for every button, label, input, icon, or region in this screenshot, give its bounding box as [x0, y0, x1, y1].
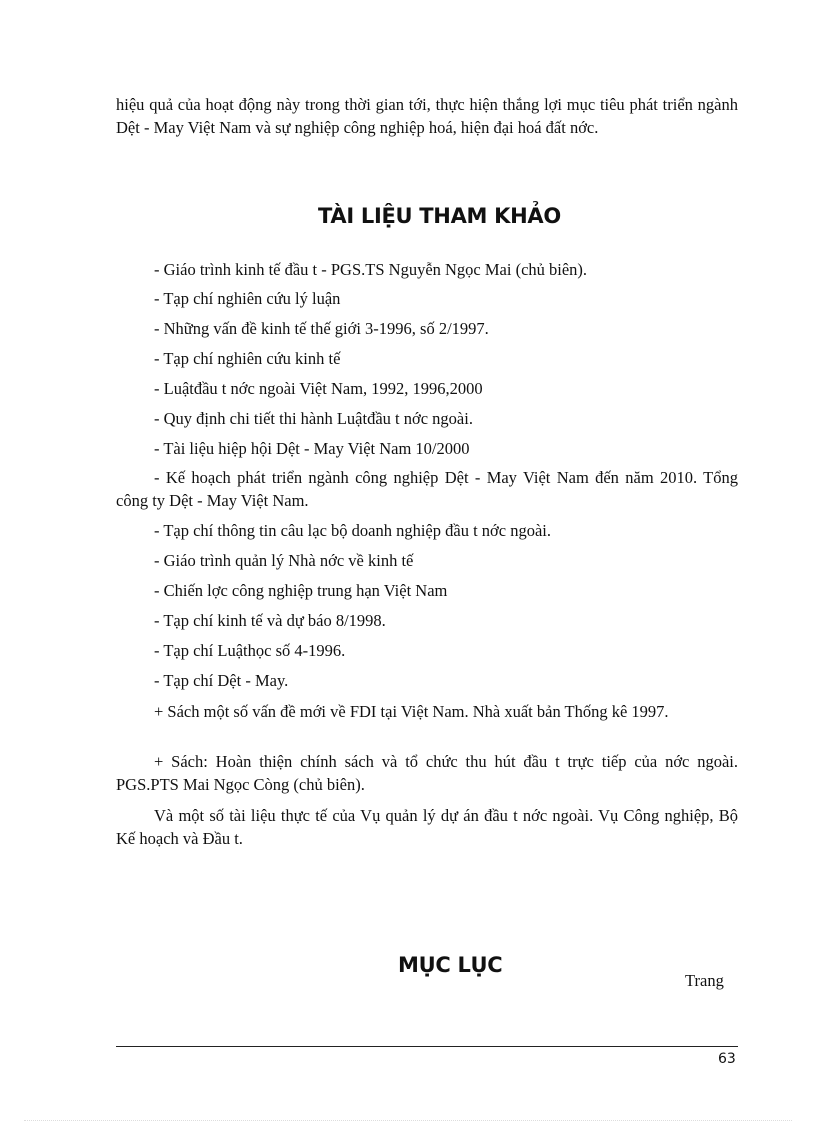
reference-item: - Tạp chí nghiên cứu lý luận: [154, 289, 341, 308]
reference-item: + Sách một số vấn đề mới về FDI tại Việt Nam. Nhà xuất bản Thống kê 1997.: [154, 702, 669, 721]
reference-item: - Tạp chí Luậthọc số 4-1996.: [154, 641, 346, 660]
page-number: 63: [718, 1051, 736, 1067]
page-bottom-border: [24, 1120, 792, 1121]
reference-item: - Luậtđầu t nớc ngoài Việt Nam, 1992, 1996,2000: [154, 379, 483, 398]
reference-item: - Quy định chi tiết thi hành Luậtđầu t nớc ngoài.: [154, 409, 473, 428]
reference-item: - Chiến lợc công nghiệp trung hạn Việt Nam: [154, 581, 448, 600]
reference-item: - Tài liệu hiệp hội Dệt - May Việt Nam 10/2000: [154, 439, 470, 458]
reference-item: - Tạp chí nghiên cứu kinh tế: [154, 349, 341, 368]
intro-paragraph: hiệu quả của hoạt động này trong thời gian tới, thực hiện thắng lợi mục tiêu phát triển ngành Dệt - May Việt Nam và sự nghiệp công nghiệp hoá, hiện đại hoá đất nớc.: [116, 95, 738, 137]
reference-item: Và một số tài liệu thực tế của Vụ quản lý dự án đầu t nớc ngoài. Vụ Công nghiệp, Bộ Kế hoạch và Đầu t.: [116, 806, 738, 848]
reference-item: - Những vấn đề kinh tế thế giới 3-1996, số 2/1997.: [154, 319, 489, 338]
toc-page-label: Trang: [685, 971, 724, 990]
footer-rule-corner: [716, 1046, 738, 1047]
reference-item: - Giáo trình kinh tế đầu t - PGS.TS Nguyễn Ngọc Mai (chủ biên).: [154, 260, 588, 279]
reference-item: - Tạp chí thông tin câu lạc bộ doanh nghiệp đầu t nớc ngoài.: [154, 521, 551, 540]
reference-item: - Giáo trình quản lý Nhà nớc về kinh tế: [154, 551, 414, 570]
references-title: TÀI LIỆU THAM KHẢO: [318, 204, 561, 228]
footer-rule: [116, 1046, 716, 1047]
reference-item: + Sách: Hoàn thiện chính sách và tổ chức thu hút đầu t trực tiếp của nớc ngoài. PGS.PTS Mai Ngọc Còng (chủ biên).: [116, 752, 738, 794]
reference-item: - Tạp chí kinh tế và dự báo 8/1998.: [154, 611, 386, 630]
reference-item: - Kế hoạch phát triển ngành công nghiệp Dệt - May Việt Nam đến năm 2010. Tổng công ty Dệt - May Việt Nam.: [116, 468, 738, 510]
toc-title: MỤC LỤC: [398, 953, 503, 977]
reference-item: - Tạp chí Dệt - May.: [154, 671, 289, 690]
